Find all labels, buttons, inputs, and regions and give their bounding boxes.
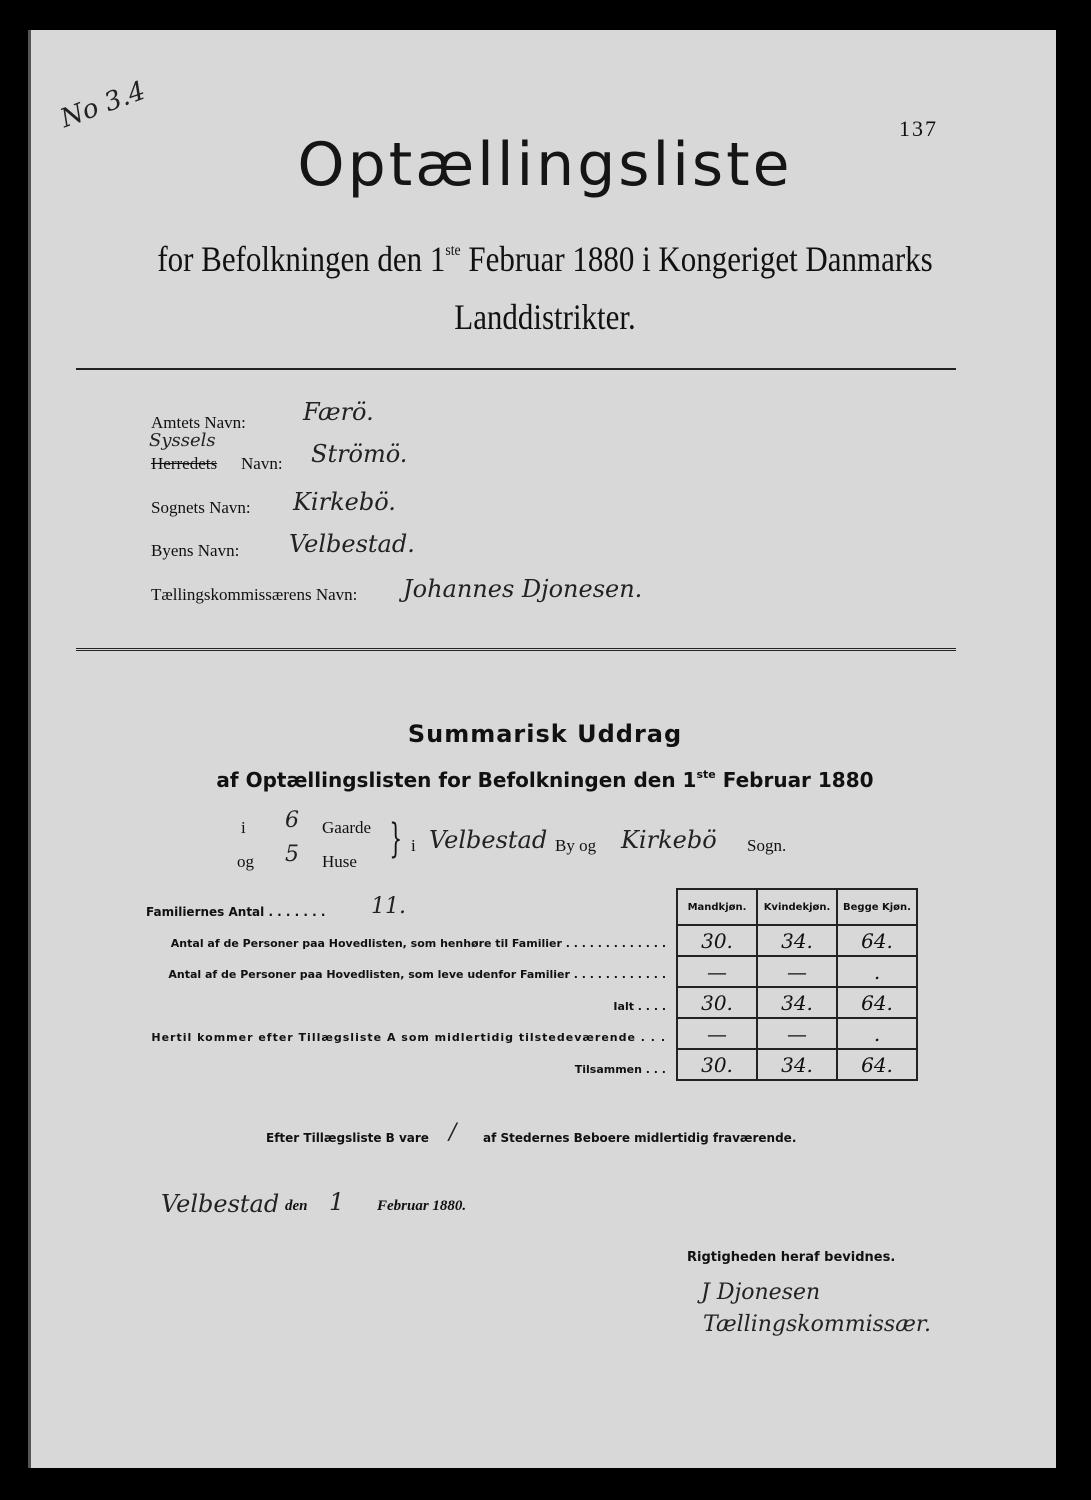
table-row [677,1018,917,1049]
table-row [677,925,917,956]
gaarde-count: 6 [285,808,299,833]
table-cell: 30. [677,987,757,1018]
certify-label: Rigtigheden heraf bevidnes. [687,1250,896,1265]
table-cell: 30. [677,1049,757,1080]
row-label-tillaeg-a: Hertil kommer efter Tillægsliste A som midlertidig tilstedeværende . . . [151,1031,666,1044]
divider [76,368,956,370]
og-label: og [237,852,254,871]
summary-subheading: af Optællingslisten for Befolkningen den 1ste Februar 1880 [216,768,874,792]
by-og-label: By og [555,836,597,855]
subtitle-line-2: Landdistrikter. [454,297,636,337]
table-cell: 34. [757,1049,837,1080]
by-value: Velbestad. [289,530,415,558]
table-cell: . [837,956,917,987]
document-title: Optællingsliste [297,130,793,200]
column-header: Mandkjøn. [677,889,757,925]
summary-sogn-value: Kirkebö [621,826,717,854]
row-label-ialt: Ialt . . . . [613,1000,666,1013]
signature-place: Velbestad [161,1190,280,1218]
tillaeg-b-value: / [449,1120,457,1145]
table-cell: 34. [757,925,837,956]
signature-day: 1 [329,1188,345,1216]
huse-count: 5 [285,842,299,867]
table-cell: — [677,956,757,987]
familier-label: Familiernes Antal . . . . . . . [146,905,326,919]
syssel-handwritten: Syssels [149,430,216,451]
column-header: Begge Kjøn. [837,889,917,925]
huse-label: Huse [322,852,357,871]
amt-value: Færö. [303,398,374,426]
table-header-row [677,889,917,925]
kommissaer-label: Tællingskommissærens Navn: [151,585,358,604]
herred-struck-label: Herredets [151,454,218,473]
signature: J Djonesen [701,1280,821,1305]
herred-label: Navn: [241,454,283,473]
summary-heading: Summarisk Uddrag [407,720,683,748]
table-cell: 64. [837,987,917,1018]
row-label-udenfor: Antal af de Personer paa Hovedlisten, som leve udenfor Familier . . . . . . . . . . . . [168,968,666,981]
archive-mark: No 3.4 [56,75,150,135]
gaarde-label: Gaarde [322,818,372,837]
sogn-value: Kirkebö. [293,488,396,516]
familier-value: 11. [371,894,406,919]
herred-value: Strömö. [311,440,408,468]
table-row [677,1049,917,1080]
summary-table [676,888,918,1081]
kommissaer-value: Johannes Djonesen. [403,575,643,603]
table-cell: — [757,1018,837,1049]
summary-by-value: Velbestad [429,826,548,854]
i-label: i [241,818,246,837]
table-cell: . [837,1018,917,1049]
page-number: 137 [899,116,938,141]
document-page [28,30,1056,1468]
den-label: den [285,1198,308,1214]
row-label-familier: Antal af de Personer paa Hovedlisten, som henhøre til Familier . . . . . . . . . . . . . [170,937,666,950]
subtitle-line-1: for Befolkningen den 1ste Februar 1880 i Kongeriget Danmarks [157,239,933,279]
tillaeg-b-post: af Stedernes Beboere midlertidig fraværende. [483,1131,797,1145]
brace: } [389,816,403,862]
table-cell: 64. [837,925,917,956]
sogn-label: Sognets Navn: [151,498,251,517]
table-cell: — [757,956,837,987]
table-cell: 34. [757,987,837,1018]
double-divider [76,648,956,654]
sogn-label: Sogn. [747,836,787,855]
table-row [677,956,917,987]
table-cell: 64. [837,1049,917,1080]
table-row [677,987,917,1018]
amt-label: Amtets Navn: [151,413,246,432]
row-label-tilsammen: Tilsammen . . . [574,1063,666,1076]
column-header: Kvindekjøn. [757,889,837,925]
tillaeg-b-pre: Efter Tillægsliste B vare [266,1131,429,1145]
signature-date: Februar 1880. [377,1198,467,1214]
by-label: Byens Navn: [151,541,240,560]
table-cell: — [677,1018,757,1049]
i-label-2: i [411,836,416,855]
signature-title: Tællingskommissær. [703,1312,931,1337]
table-cell: 30. [677,925,757,956]
